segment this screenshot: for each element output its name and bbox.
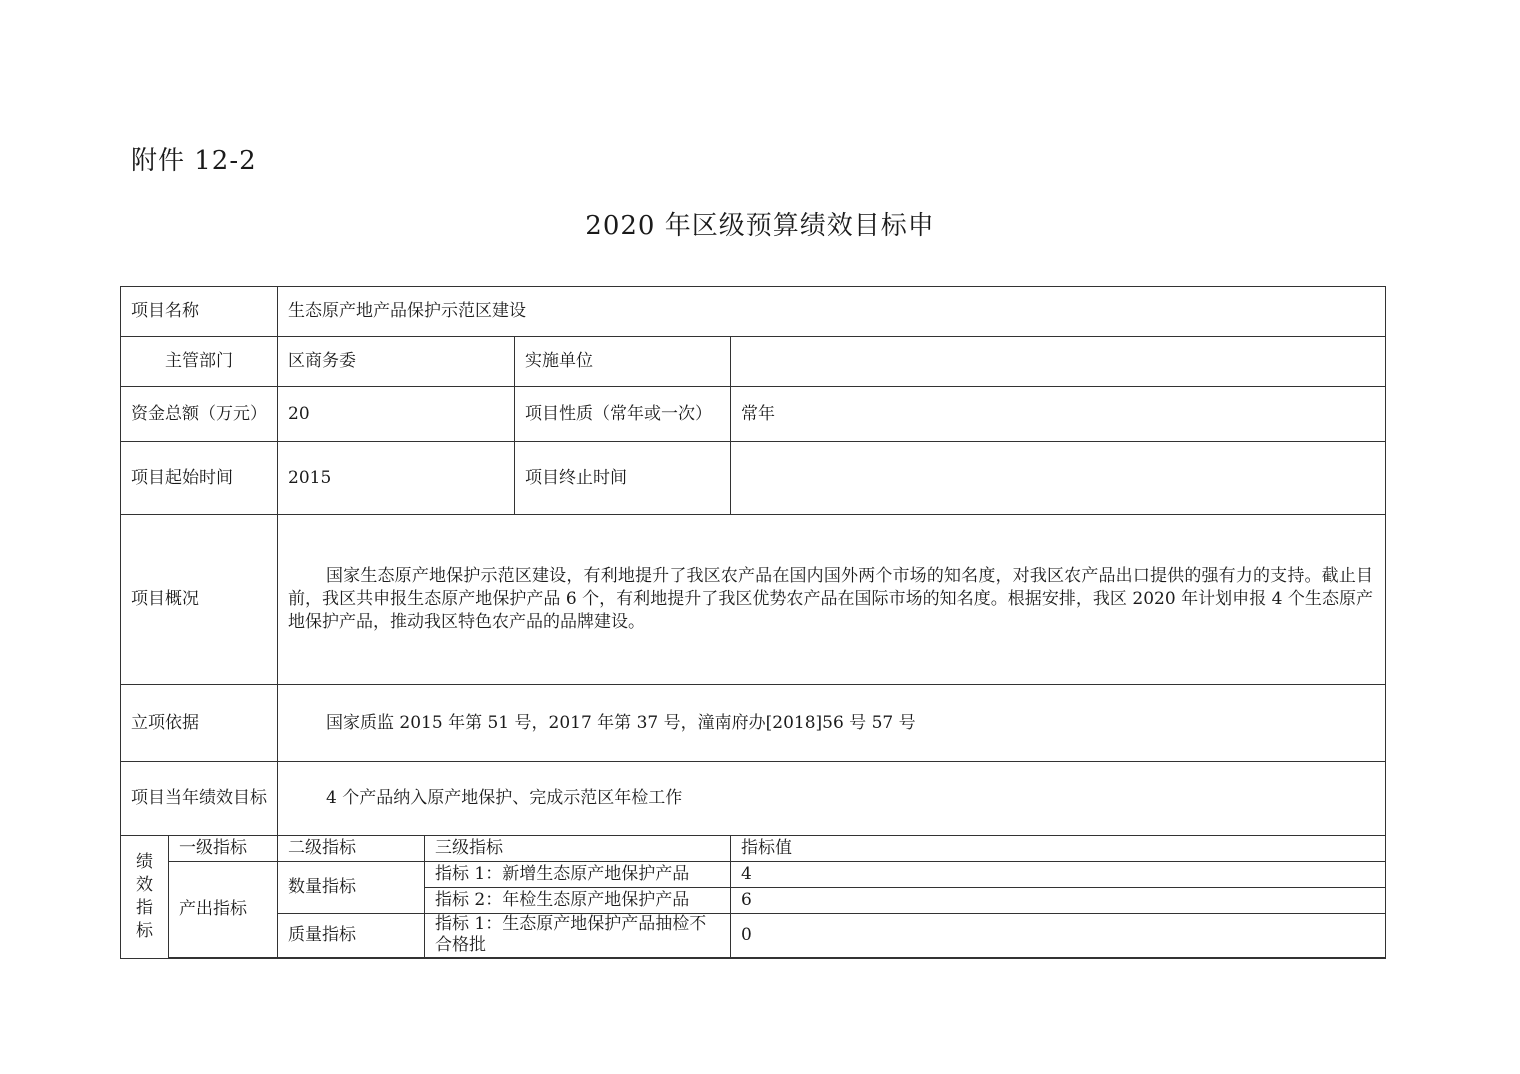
annual-goal-label: 项目当年绩效目标 — [121, 762, 278, 836]
department-label: 主管部门 — [121, 337, 278, 387]
project-name-value: 生态原产地产品保护示范区建设 — [278, 287, 1386, 337]
indicator-value: 4 — [731, 862, 1386, 888]
start-time-label: 项目起始时间 — [121, 442, 278, 515]
implementer-label: 实施单位 — [515, 337, 731, 387]
total-funds-label: 资金总额（万元） — [121, 387, 278, 442]
indicator-spacer-row — [121, 957, 1386, 958]
indicator-value-header: 指标值 — [731, 836, 1386, 862]
basis-row — [121, 685, 1386, 762]
indicator-level3: 指标 2：年检生态原产地保护产品 — [425, 888, 731, 914]
output-indicator-label: 产出指标 — [169, 862, 278, 958]
total-funds-value: 20 — [278, 387, 515, 442]
annual-goal-value: 4 个产品纳入原产地保护、完成示范区年检工作 — [278, 762, 1386, 836]
basis-label: 立项依据 — [121, 685, 278, 762]
quantity-indicator-label: 数量指标 — [278, 862, 425, 914]
end-time-value — [731, 442, 1386, 515]
annual-goal-row — [121, 762, 1386, 836]
indicator-value: 6 — [731, 888, 1386, 914]
indicator-header-row — [121, 836, 1386, 862]
budget-performance-form — [120, 286, 1386, 959]
indicator-spacer — [169, 957, 1386, 958]
indicator-row — [121, 862, 1386, 888]
overview-label: 项目概况 — [121, 515, 278, 685]
project-name-row — [121, 287, 1386, 337]
document-title: 2020 年区级预算绩效目标申 — [585, 211, 935, 241]
indicator-row — [121, 914, 1386, 958]
implementer-value — [731, 337, 1386, 387]
department-row — [121, 337, 1386, 387]
performance-indicator-side-label: 绩 效 指 标 — [121, 836, 169, 959]
indicator-level3: 指标 1：生态原产地保护产品抽检不合格批 — [425, 914, 731, 958]
basis-value: 国家质监 2015 年第 51 号，2017 年第 37 号，潼南府办[2018]56 号 57 号 — [278, 685, 1386, 762]
start-time-value: 2015 — [278, 442, 515, 515]
overview-row — [121, 515, 1386, 685]
project-name-label: 项目名称 — [121, 287, 278, 337]
overview-text: 国家生态原产地保护示范区建设，有利地提升了我区农产品在国内国外两个市场的知名度，对我区农产品出口提供的强有力的支持。截止目前，我区共申报生态原产地保护产品 6 个，有利地提升了我区优势农产品在国际市场的知名度。根据安排，我区 2020 年计划申报 4 个生态原产地保护产品，推动我区特色农产品的品牌建设。 — [278, 515, 1386, 685]
level2-header: 二级指标 — [278, 836, 425, 862]
indicator-level3: 指标 1：新增生态原产地保护产品 — [425, 862, 731, 888]
end-time-label: 项目终止时间 — [515, 442, 731, 515]
indicator-value: 0 — [731, 914, 1386, 958]
funds-row — [121, 387, 1386, 442]
project-nature-value: 常年 — [731, 387, 1386, 442]
department-value: 区商务委 — [278, 337, 515, 387]
level1-header: 一级指标 — [169, 836, 278, 862]
project-nature-label: 项目性质（常年或一次） — [515, 387, 731, 442]
time-row — [121, 442, 1386, 515]
level3-header: 三级指标 — [425, 836, 731, 862]
attachment-label: 附件 12-2 — [131, 146, 257, 176]
quality-indicator-label: 质量指标 — [278, 914, 425, 958]
